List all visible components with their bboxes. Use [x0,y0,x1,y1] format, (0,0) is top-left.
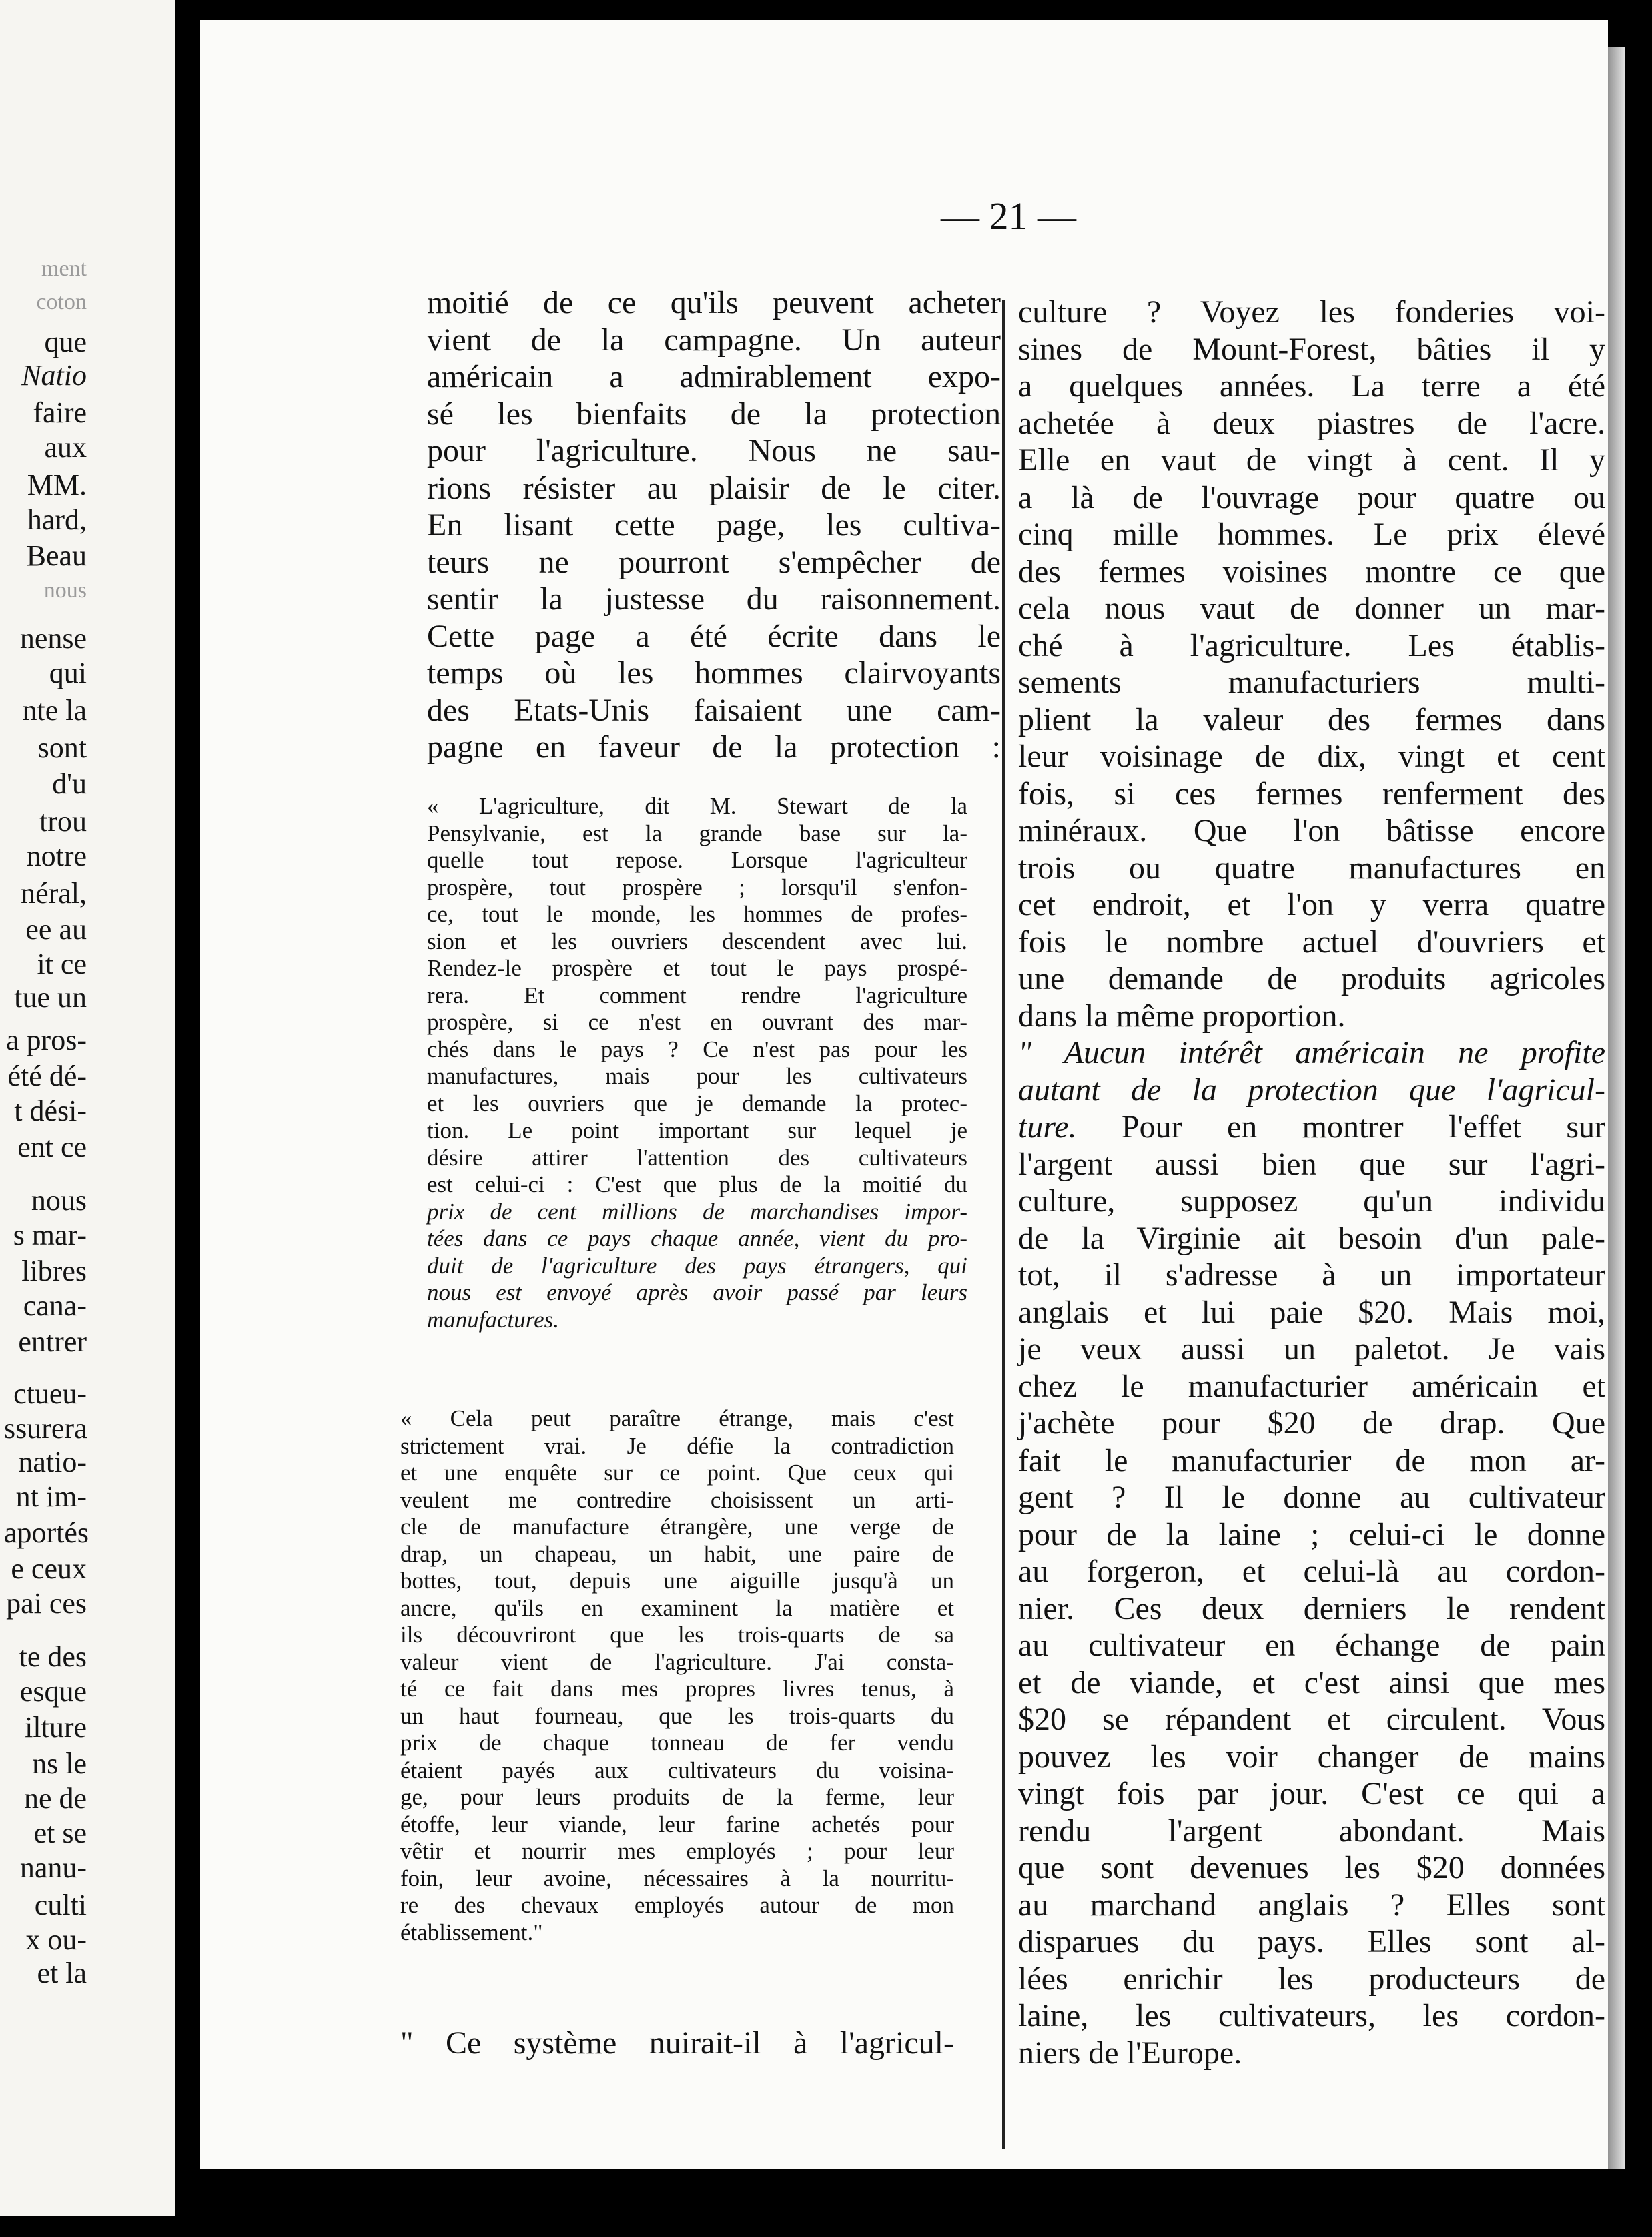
quotation-stewart [427,793,967,1333]
facing-page-text: ssurera [4,1412,87,1445]
facing-page-text: nous [43,578,87,603]
text-line: étaient payés aux cultivateurs du voisina- [400,1756,954,1783]
text-line: ils découvriront que les trois-quarts de sa [400,1622,954,1648]
text-line: chez le manufacturier américain et [1018,1368,1605,1404]
text-line: établissement." [400,1919,543,1945]
facing-page-text: libres [21,1255,87,1287]
facing-page-text: Natio [21,359,87,392]
text-line: et les ouvriers que je demande la protec- [427,1090,967,1116]
text-line: prospère, tout prospère ; lorsqu'il s'enfon- [427,874,967,900]
facing-page-text: tue un [14,981,87,1014]
text-line: foin, leur avoine, nécessaires à la nourritu- [400,1865,954,1891]
facing-page-text: Beau [26,539,87,572]
text-line: " Aucun intérêt américain ne profite [1018,1035,1605,1070]
facing-page-text: ne de [23,1782,87,1815]
text-line: nous est envoyé après avoir passé par leurs [427,1279,967,1305]
text-line: de la Virginie ait besoin d'un pale- [1018,1220,1605,1256]
text-line: pour l'agriculture. Nous ne sau- [427,433,1001,468]
facing-page-text: t dési- [14,1094,87,1127]
text-line: rera. Et comment rendre l'agriculture [427,982,967,1008]
text-line: fois, si ces fermes renferment des [1018,775,1605,812]
text-line: plient la valeur des fermes dans [1018,701,1605,737]
quotation-continued [400,1405,954,1946]
text-line: fois le nombre actuel d'ouvriers et [1018,924,1605,960]
text-line: une demande de produits agricoles [1018,961,1605,996]
facing-page-text: ctueu- [13,1377,87,1410]
text-line: trois ou quatre manufactures en [1018,850,1605,886]
facing-page-text: nte la [22,694,87,727]
text-line: teurs ne pourront s'empêcher de [427,544,1001,580]
facing-page-text: a pros- [6,1024,87,1056]
text-line: est celui-ci : C'est que plus de la moitié du [427,1171,967,1197]
facing-page-text: s mar- [13,1219,87,1251]
text-line: té ce fait dans mes propres livres tenus, à [400,1676,954,1702]
text-line: désire attirer l'attention des cultivateurs [427,1144,967,1171]
text-line [1018,1108,1605,1146]
facing-page-text: que [44,326,87,358]
text-line: au cultivateur en échange de pain [1018,1628,1605,1663]
text-line: " Ce système nuirait-il à l'agricul- [400,2025,954,2061]
facing-page-text: entrer [18,1325,87,1358]
text-line: ché à l'agriculture. Les établis- [1018,627,1605,663]
facing-page-text: culti [34,1889,87,1921]
text-line: chés dans le pays ? Ce n'est pas pour les [427,1036,967,1062]
facing-page-text: MM. [27,468,87,501]
text-line: que sont devenues les $20 données [1018,1850,1605,1885]
facing-page-text: ment [41,256,87,281]
text-line: je veux aussi un paletot. Je vais [1018,1331,1605,1367]
text-line: minéraux. Que l'on bâtisse encore [1018,813,1605,848]
facing-page-text: nense [19,622,87,655]
text-line: vêtir et nourrir mes employés ; pour leur [400,1838,954,1864]
text-line: cet endroit, et l'on y verra quatre [1018,887,1605,922]
facing-page-text: été dé- [7,1060,87,1092]
right-column-body [1018,294,1605,2071]
text-line: autant de la protection que l'agricul- [1018,1072,1605,1108]
left-column-body [427,284,1001,766]
facing-page-text: x ou- [25,1923,87,1956]
text-line: $20 se répandent et circulent. Vous [1018,1702,1605,1737]
text-line: pagne en faveur de la protection : [427,729,1001,765]
text-line: au marchand anglais ? Elles sont [1018,1887,1605,1923]
text-line: culture, supposez qu'un individu [1018,1183,1605,1219]
facing-page-text: e ceux [11,1552,87,1585]
line-remainder: Pour en montrer l'effet sur [1076,1109,1605,1145]
text-line: rions résister au plaisir de le citer. [427,470,1001,506]
facing-page-text: nt im- [15,1480,87,1513]
text-line: un haut fourneau, que les trois-quarts du [400,1702,954,1729]
text-line: ce, tout le monde, les hommes de profes- [427,901,967,927]
text-line: bottes, tout, depuis une aiguille jusqu'à un [400,1568,954,1594]
text-line: vingt fois par jour. C'est ce qui a [1018,1776,1605,1811]
facing-page-text: nous [31,1184,87,1217]
text-line: cinq mille hommes. Le prix élevé [1018,517,1605,552]
text-line: sentir la justesse du raisonnement. [427,581,1001,617]
text-line: tées dans ce pays chaque année, vient du pro- [427,1225,967,1251]
facing-page-text: ent ce [17,1131,87,1163]
text-line: disparues du pays. Elles sont al- [1018,1924,1605,1959]
text-line: En lisant cette page, les cultiva- [427,507,1001,543]
facing-page-text: sont [37,731,87,764]
facing-page-text: it ce [37,948,87,980]
facing-page-text: notre [26,840,87,872]
text-line: leur voisinage de dix, vingt et cent [1018,739,1605,774]
text-line: re des chevaux employés autour de mon [400,1892,954,1918]
text-line: sé les bienfaits de la protection [427,396,1001,432]
text-line: sements manufacturiers multi- [1018,665,1605,700]
facing-page-text: esque [19,1675,87,1708]
facing-page-fragment [0,0,175,2216]
facing-page-text: natio- [18,1446,87,1478]
page-number: — 21 — [941,194,1076,238]
text-line: manufactures, mais pour les cultivateurs [427,1063,967,1089]
text-line: cle de manufacture étrangère, une verge de [400,1514,954,1540]
text-line: nier. Ces deux derniers le rendent [1018,1590,1605,1626]
text-line: américain a admirablement expo- [427,359,1001,394]
text-line: quelle tout repose. Lorsque l'agriculteur [427,847,967,873]
column-divider [1002,300,1005,2149]
text-line: a quelques années. La terre a été [1018,368,1605,404]
facing-page-text: hard, [27,503,87,536]
text-line: prix de chaque tonneau de fer vendu [400,1730,954,1756]
facing-page-text: d'u [52,767,87,800]
text-line: « L'agriculture, dit M. Stewart de la [427,793,967,819]
text-line: culture ? Voyez les fonderies voi- [1018,294,1605,330]
italic-word: ture. [1018,1109,1077,1145]
text-line: a là de l'ouvrage pour quatre ou [1018,479,1605,515]
facing-page-text: ilture [25,1711,87,1744]
text-line: tion. Le point important sur lequel je [427,1117,967,1143]
text-line: temps où les hommes clairvoyants [427,655,1001,691]
text-line: des Etats-Unis faisaient une cam- [427,692,1001,728]
facing-page-text: ee au [25,913,87,946]
text-line: valeur vient de l'agriculture. J'ai consta- [400,1648,954,1675]
text-line: Elle en vaut de vingt à cent. Il y [1018,442,1605,478]
text-line: « Cela peut paraître étrange, mais c'est [400,1405,954,1431]
text-line: et une enquête sur ce point. Que ceux qui [400,1460,954,1486]
text-line: gent ? Il le donne au cultivateur [1018,1480,1605,1515]
facing-page-text: faire [33,396,87,429]
text-line: duit de l'agriculture des pays étrangers, qui [427,1252,967,1279]
text-line: j'achète pour $20 de drap. Que [1018,1405,1605,1441]
text-line: Cette page a été écrite dans le [427,618,1001,654]
text-line: pour de la laine ; celui-ci le donne [1018,1516,1605,1552]
facing-page-text: pai ces [6,1587,87,1620]
text-line: sines de Mount-Forest, bâties il y [1018,331,1605,367]
text-line: tot, il s'adresse à un importateur [1018,1257,1605,1293]
text-line: vient de la campagne. Un auteur [427,322,1001,358]
text-line: achetée à deux piastres de l'acre. [1018,405,1605,441]
text-line: des fermes voisines montre ce que [1018,553,1605,589]
facing-page-text: cana- [23,1289,87,1322]
facing-page-text: nanu- [19,1851,87,1884]
facing-page-text: et la [37,1957,87,1989]
text-line: drap, un chapeau, un habit, une paire de [400,1540,954,1567]
book-page [200,20,1608,2169]
text-line: ancre, qu'ils en examinent la matière et [400,1594,954,1621]
text-line: l'argent aussi bien que sur l'agri- [1018,1146,1605,1182]
text-line: fait le manufacturier de mon ar- [1018,1442,1605,1478]
text-line: et de viande, et c'est ainsi que mes [1018,1664,1605,1700]
facing-page-text: néral, [21,877,87,910]
text-line: au forgeron, et celui-là au cordon- [1018,1554,1605,1589]
text-line: ge, pour leurs produits de la ferme, leur [400,1784,954,1810]
text-line: sion et les ouvriers descendent avec lui. [427,928,967,954]
text-line: veulent me contredire choisissent un arti- [400,1486,954,1513]
facing-page-text: aux [44,431,87,464]
text-line: rendu l'argent abondant. Mais [1018,1813,1605,1849]
text-line: manufactures. [427,1306,559,1333]
facing-page-text: et se [33,1817,87,1849]
text-line: prix de cent millions de marchandises impor- [427,1198,967,1225]
text-line: Rendez-le prospère et tout le pays prospé- [427,955,967,981]
text-line: laine, les cultivateurs, les cordon- [1018,1998,1605,2033]
text-line: strictement vrai. Je défie la contradiction [400,1432,954,1459]
text-line: moitié de ce qu'ils peuvent acheter [427,285,1001,320]
text-line: étoffe, leur viande, leur farine achetés pour [400,1811,954,1837]
facing-page-text: qui [49,657,87,689]
text-line: Pensylvanie, est la grande base sur la- [427,820,967,846]
facing-page-text: coton [36,290,87,314]
text-line: cela nous vaut de donner un mar- [1018,591,1605,626]
text-line: lées enrichir les producteurs de [1018,1961,1605,1997]
facing-page-text: ns le [32,1747,87,1780]
text-line: anglais et lui paie $20. Mais moi, [1018,1294,1605,1330]
facing-page-text: te des [19,1640,87,1673]
text-line: prospère, si ce n'est en ouvrant des mar- [427,1009,967,1035]
text-line: dans la même proportion. [1018,998,1346,1034]
left-column-final-line [400,2025,954,2062]
text-line: niers de l'Europe. [1018,2035,1242,2071]
facing-page-text: trou [39,805,87,838]
text-line: pouvez les voir changer de mains [1018,1738,1605,1775]
facing-page-text: aportés [4,1516,89,1549]
